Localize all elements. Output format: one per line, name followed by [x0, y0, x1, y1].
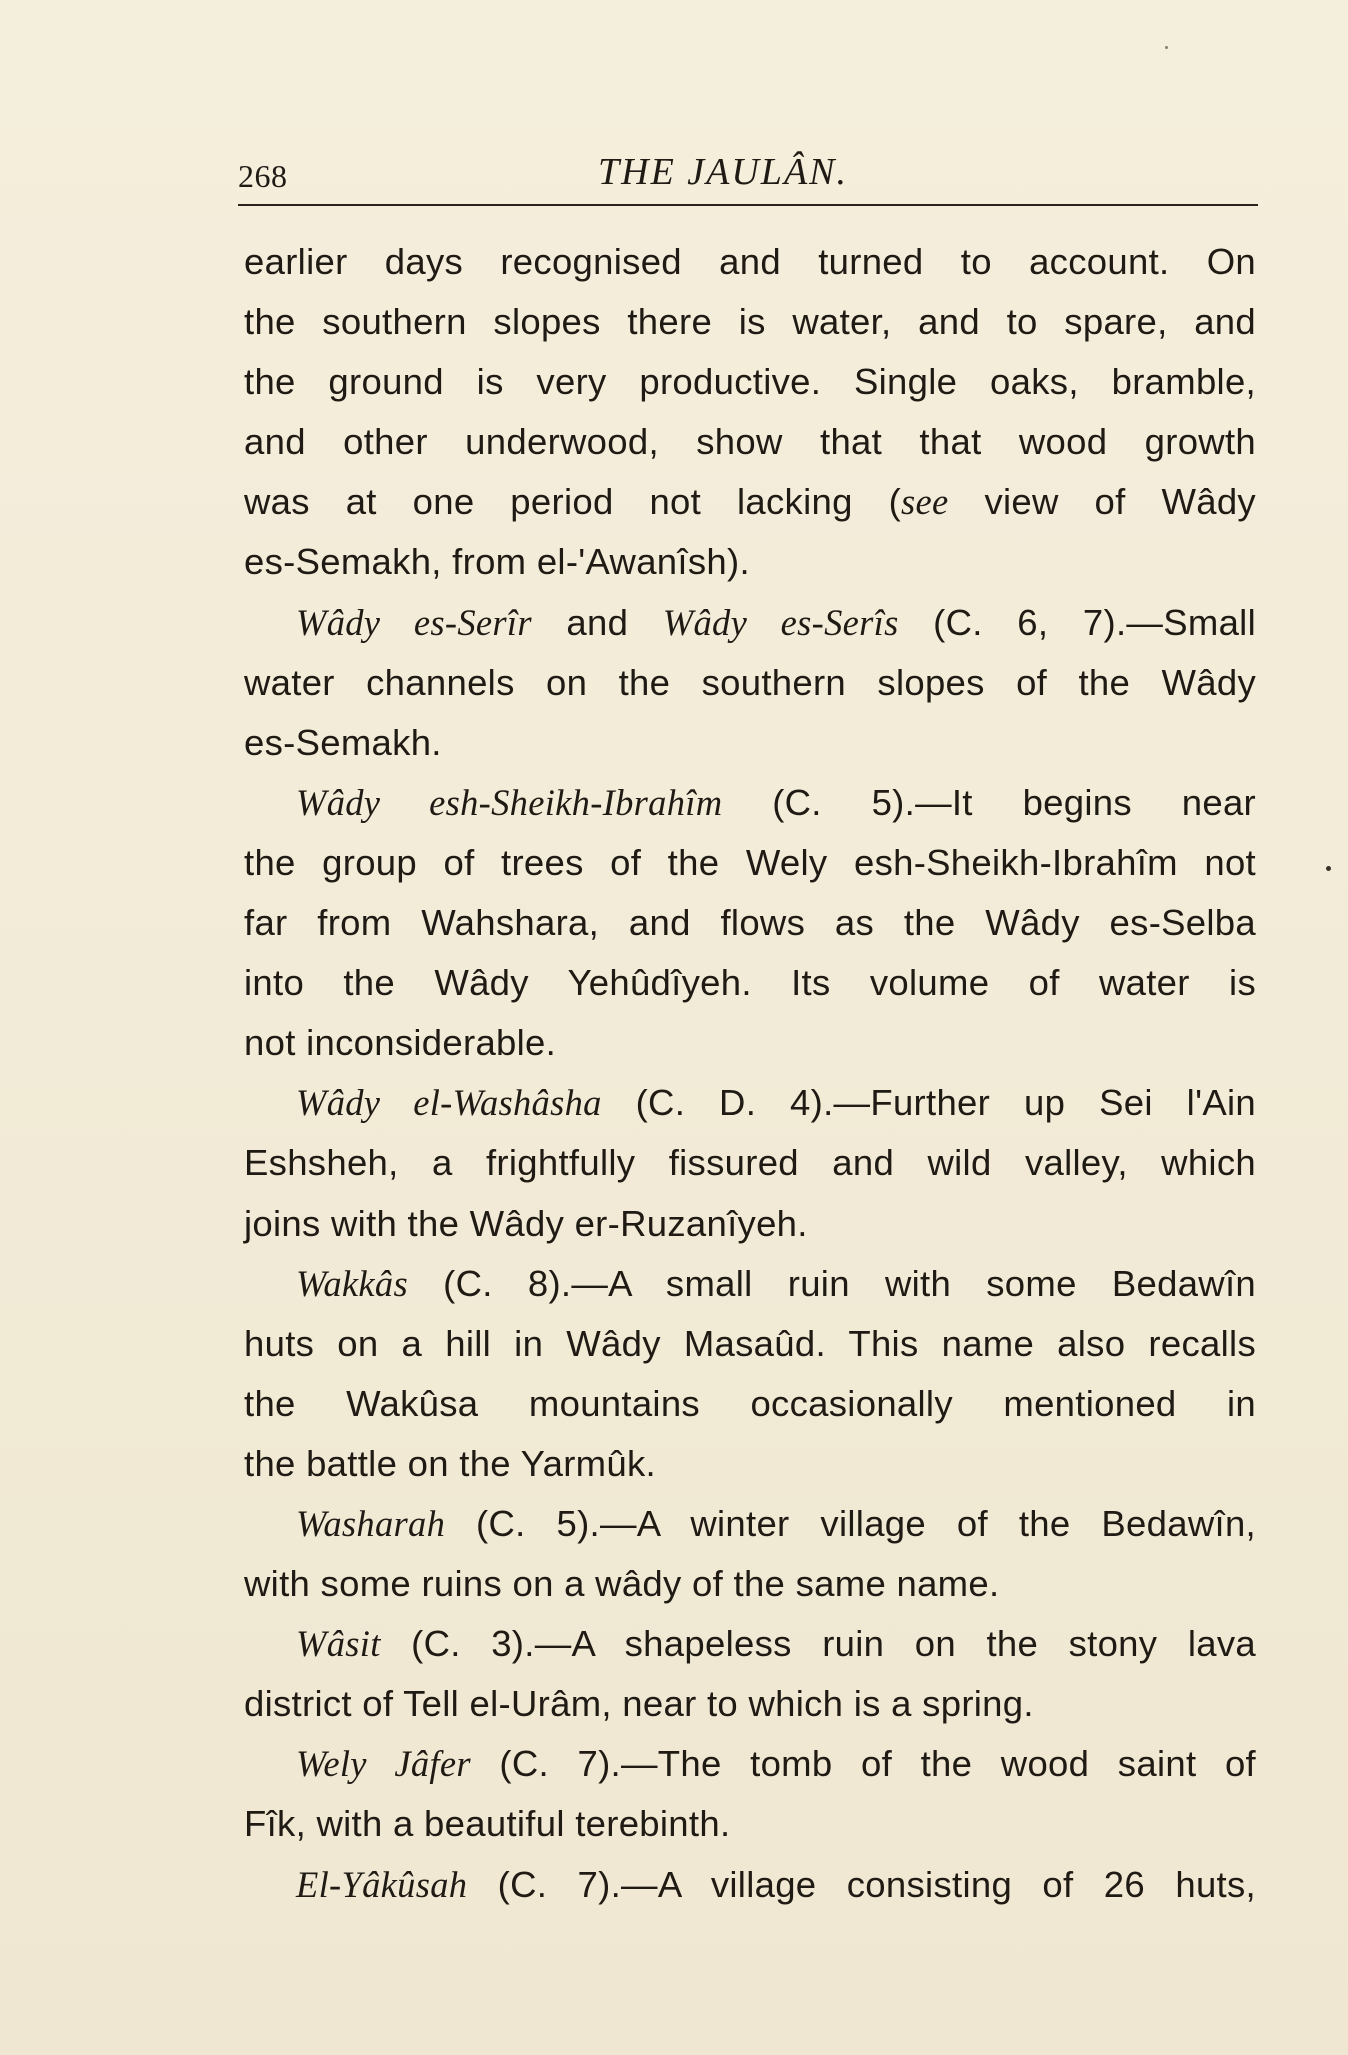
text-line: the group of trees of the Wely esh-Sheikh-Ibrahîm not — [244, 841, 1256, 883]
entry-heading-line: Wâdy es-Serîr and Wâdy es-Serîs (C. 6, 7).—Small — [296, 601, 1256, 643]
entry-heading-line: Wâsit (C. 3).—A shapeless ruin on the stony lava — [296, 1623, 1256, 1665]
body-text — [244, 232, 1256, 1915]
entry-heading-line: Wâdy el-Washâsha (C. D. 4).—Further up Sei l'Ain — [296, 1082, 1256, 1124]
page-header — [238, 150, 1258, 210]
text-line: es-Semakh. — [244, 721, 442, 763]
text-line: earlier days recognised and turned to account. On — [244, 241, 1256, 282]
text-line: and other underwood, show that that wood growth — [244, 421, 1256, 463]
page-number: 268 — [238, 158, 288, 194]
entry-heading-line: El-Yâkûsah (C. 7).—A village consisting of 26 huts, — [296, 1863, 1256, 1905]
stray-ink-dot — [1326, 866, 1331, 871]
text-line: far from Wahshara, and flows as the Wâdy es-Selba — [244, 902, 1256, 944]
text-line: was at one period not lacking (see view of Wâdy — [244, 481, 1256, 523]
text-line: district of Tell el-Urâm, near to which is a spring. — [244, 1683, 1034, 1725]
text-line: Fîk, with a beautiful terebinth. — [244, 1803, 731, 1845]
entry-heading-line: Washarah (C. 5).—A winter village of the Bedawîn, — [296, 1502, 1256, 1544]
running-title: THE JAULÂN. — [598, 151, 848, 193]
text-line: not inconsiderable. — [244, 1022, 557, 1064]
text-line: Eshsheh, a frightfully fissured and wild valley, which — [244, 1142, 1256, 1184]
text-line: into the Wâdy Yehûdîyeh. Its volume of water is — [244, 962, 1256, 1004]
text-line: the ground is very productive. Single oaks, bramble, — [244, 361, 1256, 403]
text-line: with some ruins on a wâdy of the same name. — [244, 1563, 1000, 1605]
entry-heading-line: Wâdy esh-Sheikh-Ibrahîm (C. 5).—It begins near — [296, 781, 1256, 823]
entry-heading-line: Wakkâs (C. 8).—A small ruin with some Bedawîn — [296, 1262, 1256, 1304]
entry-heading-line: Wely Jâfer (C. 7).—The tomb of the wood saint of — [296, 1743, 1256, 1785]
stray-ink-speck — [1165, 46, 1168, 49]
text-line: joins with the Wâdy er-Ruzanîyeh. — [244, 1202, 808, 1244]
text-line: the southern slopes there is water, and to spare, and — [244, 301, 1256, 343]
text-line: es-Semakh, from el-'Awanîsh). — [244, 541, 750, 583]
text-line: the battle on the Yarmûk. — [244, 1442, 656, 1484]
text-line: the Wakûsa mountains occasionally mentioned in — [244, 1382, 1256, 1424]
text-line: water channels on the southern slopes of the Wâdy — [244, 661, 1256, 703]
text-line: huts on a hill in Wâdy Masaûd. This name also recalls — [244, 1322, 1256, 1364]
header-rule — [238, 204, 1258, 206]
